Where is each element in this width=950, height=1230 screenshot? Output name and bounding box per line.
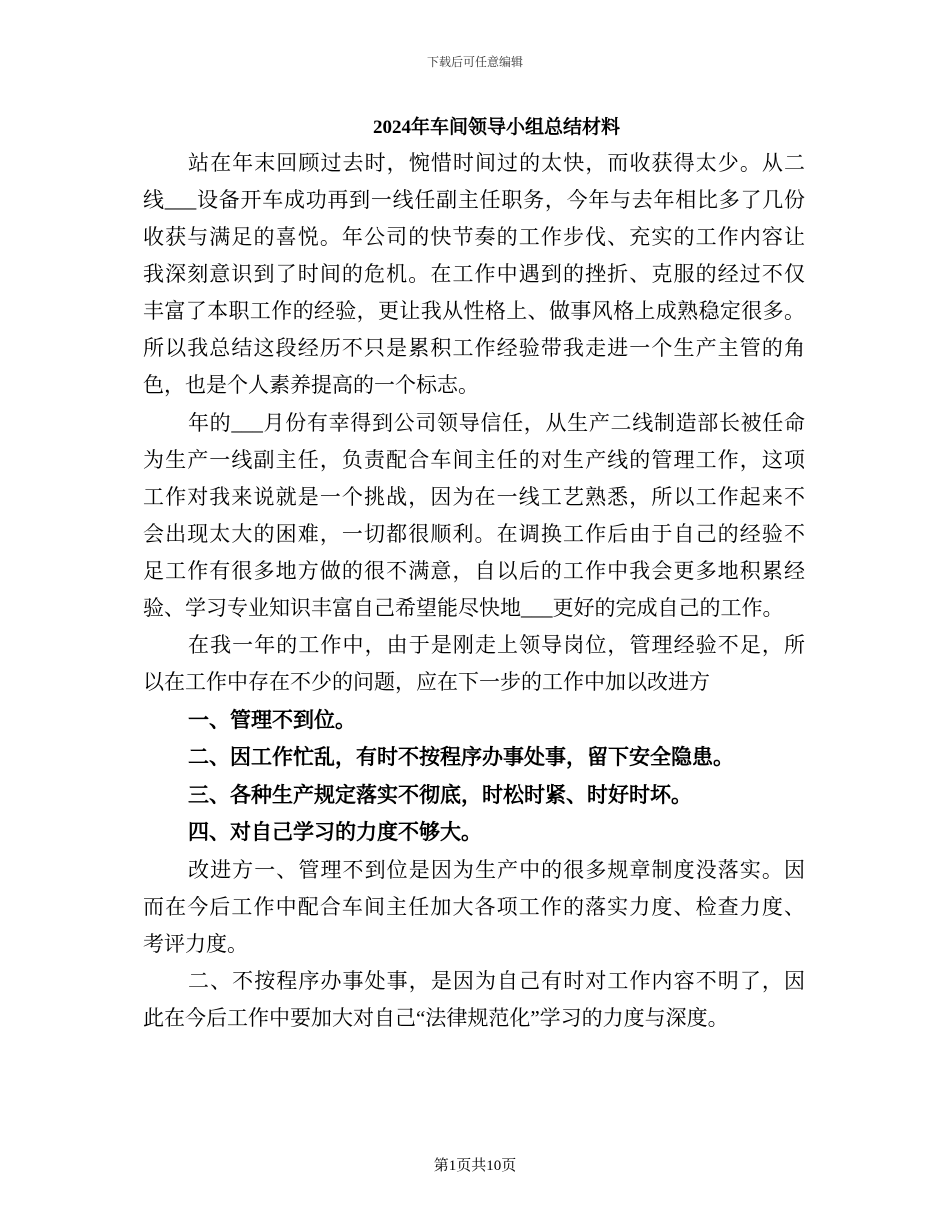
- page-number-footer: 第1页共10页: [433, 1158, 517, 1174]
- text-line: 色，也是个人素养提高的一个标志。: [143, 373, 479, 397]
- text-line: 验、学习专业知识丰富自己希望能尽快地___更好的完成自己的工作。: [143, 595, 784, 620]
- text-line: 改进方一、管理不到位是因为生产中的很多规章制度没落实。因: [188, 857, 805, 882]
- document-title: 2024年车间领导小组总结材料: [372, 117, 620, 138]
- text-line: 一、管理不到位。: [188, 707, 356, 732]
- paragraph: [143, 963, 805, 1037]
- text-line: 而在今后工作中配合车间主任加大各项工作的落实力度、检查力度、: [143, 894, 805, 919]
- text-line: 考评力度。: [143, 931, 248, 956]
- text-line: 所以我总结这段经历不只是累积工作经验带我走进一个生产主管的角: [143, 336, 805, 360]
- text-line: 二、因工作忙乱，有时不按程序办事处事，留下安全隐患。: [188, 745, 734, 769]
- paragraph: [143, 627, 805, 701]
- issue-item: [143, 702, 805, 739]
- text-line: 二、不按程序办事处事，是因为自己有时对工作内容不明了，因: [188, 969, 805, 993]
- paragraph: [143, 852, 805, 963]
- paragraph: [143, 145, 805, 404]
- text-line: 丰富了本职工作的经验，更让我从性格上、做事风格上成熟稳定很多。: [143, 299, 805, 323]
- text-line: 年的___月份有幸得到公司领导信任，从生产二线制造部长被任命: [188, 410, 805, 435]
- issue-item: [143, 814, 805, 851]
- document-body: [143, 145, 805, 1038]
- text-line: 站在年末回顾过去时，惋惜时间过的太快，而收获得太少。从二: [188, 151, 805, 175]
- text-line: 以在工作中存在不少的问题，应在下一步的工作中加以改进方: [143, 670, 710, 694]
- text-line: 此在今后工作中要加大对自己“法律规范化”学习的力度与深度。: [143, 1006, 729, 1030]
- text-line: 三、各种生产规定落实不彻底，时松时紧、时好时坏。: [188, 782, 692, 807]
- issue-item: [143, 777, 805, 814]
- text-line: 四、对自己学习的力度不够大。: [188, 820, 482, 844]
- text-line: 工作对我来说就是一个挑战，因为在一线工艺熟悉，所以工作起来不: [143, 484, 805, 509]
- text-line: 线___设备开车成功再到一线任副主任职务，今年与去年相比多了几份: [143, 188, 805, 212]
- text-line: 收获与满足的喜悦。年公司的快节奏的工作步伐、充实的工作内容让: [143, 225, 805, 249]
- text-line: 足工作有很多地方做的很不满意，自以后的工作中我会更多地积累经: [143, 558, 805, 583]
- paragraph: [143, 405, 805, 627]
- text-line: 在我一年的工作中，由于是刚走上领导岗位，管理经验不足，所: [188, 633, 805, 657]
- text-line: 我深刻意识到了时间的危机。在工作中遇到的挫折、克服的经过不仅: [143, 262, 805, 286]
- header-note: 下载后可任意编辑: [426, 55, 523, 69]
- text-line: 会出现太大的困难，一切都很顺利。在调换工作后由于自己的经验不: [143, 521, 805, 546]
- text-line: 为生产一线副主任，负责配合车间主任的对生产线的管理工作，这项: [143, 447, 805, 472]
- issue-item: [143, 739, 805, 776]
